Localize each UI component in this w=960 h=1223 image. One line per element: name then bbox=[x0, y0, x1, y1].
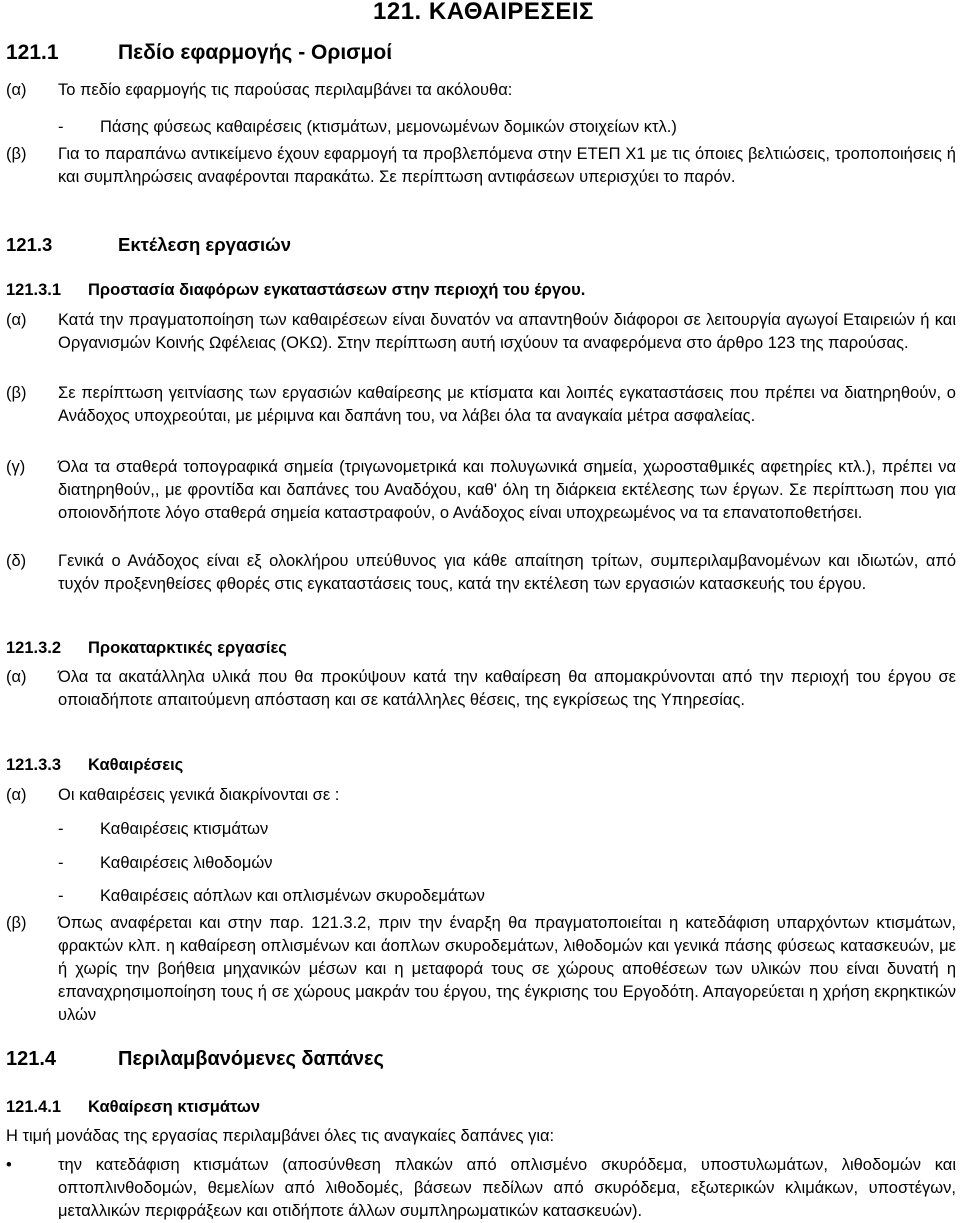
dash-text: Καθαιρέσεις λιθοδομών bbox=[100, 854, 273, 872]
section-number: 121.4 bbox=[6, 1048, 57, 1070]
item-text: Όπως αναφέρεται και στην παρ. 121.3.2, πριν την έναρξη θα πραγματοποιείται η κατεδάφιση υπαρχόντων κτισμάτων, φρακτών κλπ. η καθαίρεση οπλισμένων και άοπλων σκυροδεμάτων, λιθοδομών και γενικά πάσης φύσεως κατασκευών, με ή χωρίς την βοήθεια μηχανικών μέσων και η μεταφορά τους σε χώρους αποθέσεων των υλικών που είναι δυνατή η επαναχρησιμοποίηση τους ή σε χώρους μακράν του έργου, της έγκρισης του Εργοδότη. Απαγορεύεται η χρήση εκρηκτικών υλών bbox=[58, 914, 956, 1024]
section-number: 121.3.1 bbox=[6, 281, 62, 299]
dash-marker: - bbox=[58, 820, 64, 838]
item-label: (δ) bbox=[6, 552, 27, 570]
section-121-3-3-item-b bbox=[6, 912, 956, 1027]
item-label: (α) bbox=[6, 668, 27, 686]
section-121-3-2-item-a bbox=[6, 666, 956, 735]
document-title: 121. ΚΑΘΑΙΡΕΣΕΙΣ bbox=[373, 0, 594, 25]
item-text: Το πεδίο εφαρμογής τις παρούσας περιλαμβάνει τα ακόλουθα: bbox=[58, 81, 513, 99]
section-121-3-3-dash-item bbox=[58, 885, 485, 908]
item-label: (β) bbox=[6, 914, 27, 932]
item-label: (β) bbox=[6, 384, 27, 402]
section-121-4-1-heading bbox=[6, 1096, 260, 1118]
item-label: (α) bbox=[6, 311, 27, 329]
item-text: Γενικά ο Ανάδοχος είναι εξ ολοκλήρου υπεύθυνος για κάθε απαίτηση τρίτων, συμπεριλαμβανομένων και ιδιωτών, από τυχόν προξενηθείσες φθορές στις εγκαταστάσεις τους, κατά την εκτέλεση των εργασιών κατασκευής του έργου. bbox=[58, 552, 956, 593]
item-label: (γ) bbox=[6, 458, 26, 476]
section-title: Πεδίο εφαρμογής - Ορισμοί bbox=[118, 41, 393, 64]
section-121-3-1-item-a bbox=[6, 309, 956, 378]
section-title: Προκαταρκτικές εργασίες bbox=[88, 639, 287, 657]
section-title: Περιλαμβανόμενες δαπάνες bbox=[118, 1048, 384, 1070]
item-text: Όλα τα σταθερά τοπογραφικά σημεία (τριγωνομετρικά και πολυγωνικά σημεία, χωροσταθμικές αφετηρίες κτλ.), πρέπει να διατηρηθούν,, με φροντίδα και δαπάνες του Αναδόχου, καθ' όλη τη διάρκεια εκτέλεσης των έργων. Σε περίπτωση που για οποιονδήποτε λόγο σταθερά σημεία καταστραφούν, ο Ανάδοχος είναι υποχρεωμένος να τα επανατοποθετήσει. bbox=[58, 458, 956, 522]
section-121-1-item-b bbox=[6, 143, 956, 212]
item-label: (α) bbox=[6, 81, 27, 99]
dash-marker: - bbox=[58, 118, 64, 136]
section-number: 121.3.2 bbox=[6, 639, 62, 657]
dash-text: Καθαιρέσεις αόπλων και οπλισμένων σκυροδεμάτων bbox=[100, 887, 485, 905]
section-number: 121.3.3 bbox=[6, 756, 62, 774]
section-title: Εκτέλεση εργασιών bbox=[118, 234, 292, 255]
section-121-3-3-heading bbox=[6, 754, 183, 776]
section-121-3-heading bbox=[6, 234, 291, 256]
item-text: Σε περίπτωση γειτνίασης των εργασιών καθαίρεσης με κτίσματα και λοιπές εγκαταστάσεις που πρέπει να διατηρηθούν, ο Ανάδοχος υποχρεούται, με μέριμνα και δαπάνη του, να λάβει όλα τα αναγκαία μέτρα ασφαλείας. bbox=[58, 384, 956, 425]
bullet-marker: • bbox=[6, 1156, 12, 1174]
dash-text: Πάσης φύσεως καθαιρέσεις (κτισμάτων, μεμονωμένων δομικών στοιχείων κτλ.) bbox=[100, 118, 677, 136]
section-title: Καθαιρέσεις bbox=[88, 756, 184, 774]
section-121-4-1-intro: Η τιμή μονάδας της εργασίας περιλαμβάνει όλες τις αναγκαίες δαπάνες για: bbox=[6, 1127, 555, 1145]
section-number: 121.4.1 bbox=[6, 1098, 62, 1116]
item-text: Οι καθαιρέσεις γενικά διακρίνονται σε : bbox=[58, 786, 340, 804]
section-121-4-1-bullet-item bbox=[6, 1154, 956, 1223]
item-label: (β) bbox=[6, 145, 27, 163]
item-text: Για το παραπάνω αντικείμενο έχουν εφαρμογή τα προβλεπόμενα στην ΕΤΕΠ Χ1 με τις όποιες βελτιώσεις, τροποποιήσεις ή και συμπληρώσεις αναφέρονται παρακάτω. Σε περίπτωση αντιφάσεων υπερισχύει το παρόν. bbox=[58, 145, 956, 186]
section-121-3-1-item-d bbox=[6, 550, 956, 619]
section-121-3-1-heading bbox=[6, 279, 585, 301]
section-121-1-heading bbox=[6, 40, 392, 66]
section-121-3-2-heading bbox=[6, 637, 287, 659]
item-label: (α) bbox=[6, 786, 27, 804]
section-number: 121.1 bbox=[6, 41, 59, 64]
section-title: Καθαίρεση κτισμάτων bbox=[88, 1098, 261, 1116]
section-121-3-3-dash-item bbox=[58, 818, 268, 841]
section-121-3-1-item-c bbox=[6, 456, 956, 548]
dash-text: Καθαιρέσεις κτισμάτων bbox=[100, 820, 269, 838]
section-121-3-3-dash-item bbox=[58, 852, 272, 875]
section-title: Προστασία διαφόρων εγκαταστάσεων στην περιοχή του έργου. bbox=[88, 281, 586, 299]
section-number: 121.3 bbox=[6, 234, 53, 255]
section-121-1-dash-item bbox=[58, 116, 677, 139]
section-121-4-heading bbox=[6, 1046, 384, 1072]
dash-marker: - bbox=[58, 854, 64, 872]
item-text: Κατά την πραγματοποίηση των καθαιρέσεων είναι δυνατόν να απαντηθούν διάφοροι σε λειτουργία αγωγοί Εταιρειών ή και Οργανισμών Κοινής Ωφέλειας (ΟΚΩ). Στην περίπτωση αυτή ισχύουν τα αναφερόμενα στο άρθρο 123 της παρούσας. bbox=[58, 311, 956, 352]
dash-marker: - bbox=[58, 887, 64, 905]
item-text: Όλα τα ακατάλληλα υλικά που θα προκύψουν κατά την καθαίρεση θα απομακρύνονται από την περιοχή του έργου σε οποιαδήποτε απαιτούμενη απόσταση και σε κατάλληλες θέσεις, της εγκρίσεως της Υπηρεσίας. bbox=[58, 668, 956, 709]
bullet-text: την κατεδάφιση κτισμάτων (αποσύνθεση πλακών από οπλισμένο σκυρόδεμα, υποστυλωμάτων, λιθοδομών και οπτοπλινθοδομών, θεμελίων από λιθοδομές, βάσεων πεδίλων από σκυρόδεμα, εξωτερικών κλιμάκων, υποστέγων, μεταλλικών περιφράξεων και οτιδήποτε άλλων συμπληρωματικών κατασκευών). bbox=[58, 1156, 956, 1220]
section-121-3-1-item-b bbox=[6, 382, 956, 451]
